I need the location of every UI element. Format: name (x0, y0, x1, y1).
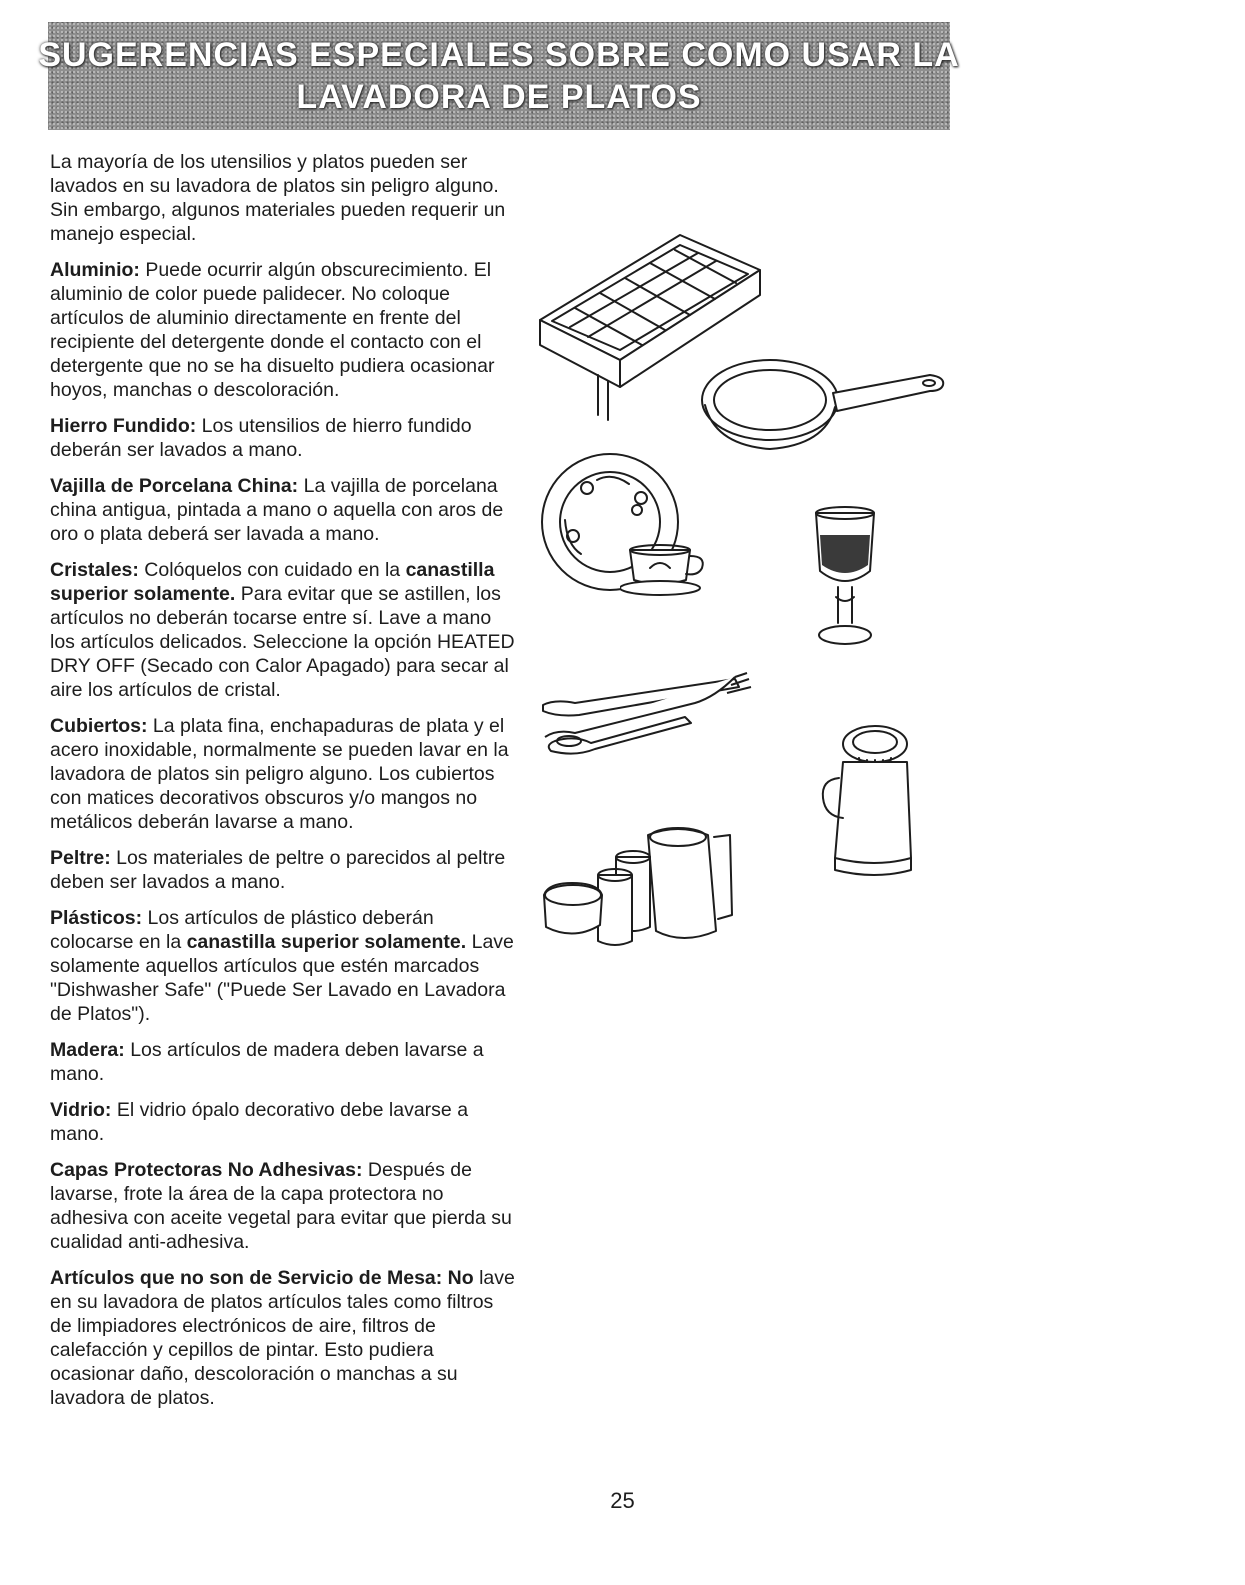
section-vidrio (50, 1098, 520, 1146)
section-capas-protectoras (50, 1158, 520, 1254)
section-text: Los artículos de madera deben lavarse a mano. (50, 1039, 484, 1085)
coffee-percolator-icon (815, 718, 915, 883)
section-plasticos (50, 906, 520, 1026)
plastic-containers-icon (538, 815, 743, 955)
text-column (50, 150, 520, 1422)
section-text: Los utensilios de hierro fundido deberán ser lavados a mano. (50, 415, 472, 461)
section-text: lave en su lavadora de platos artículos tales como filtros de limpiadores electrónicos de aire, filtros de calefacción y cepillos de pintar. Esto pudiera ocasionar daño, descoloración o manchas a su lavadora de platos. (50, 1267, 515, 1409)
section-text: El vidrio ópalo decorativo debe lavarse a mano. (50, 1099, 469, 1145)
section-text-continued: Para evitar que se astillen, los artículos no deberán tocarse entre sí. Lave a mano los artículos delicados. Seleccione la opción HEATED DRY OFF (Secado con Calor Apagado) para secar al aire los artículos de cristal. (50, 583, 515, 701)
section-text: Puede ocurrir algún obscurecimiento. El aluminio de color puede palidecer. No coloque artículos de aluminio directamente en frente del recipiente del detergente donde el contacto con el detergente que no se ha disuelto pudiera ocasionar hoyos, manchas o descoloración. (50, 259, 495, 401)
section-hierro-fundido (50, 414, 520, 462)
intro-paragraph: La mayoría de los utensilios y platos pueden ser lavados en su lavadora de platos sin peligro alguno. Sin embargo, algunos materiales pueden requerir un manejo especial. (50, 151, 506, 245)
section-term-emphasis: canastilla superior solamente. (186, 931, 467, 953)
section-cristales (50, 558, 520, 702)
section-term-emphasis: canastilla superior solamente. (50, 559, 495, 605)
header-line-1: SUGERENCIAS ESPECIALES SOBRE COMO USAR LA (38, 36, 960, 74)
section-term: Peltre: (50, 847, 111, 869)
section-term: Cristales: (50, 559, 139, 581)
section-text: Los materiales de peltre o parecidos al peltre deben ser lavados a mano. (50, 847, 506, 893)
section-aluminio (50, 258, 520, 402)
section-term: Vajilla de Porcelana China: (50, 475, 299, 497)
teacup-icon (620, 540, 715, 600)
section-text: Colóquelos con cuidado en la (138, 559, 406, 581)
section-term: Vidrio: (50, 1099, 112, 1121)
section-term: Aluminio: (50, 259, 140, 281)
page-number: 25 (610, 1488, 635, 1513)
section-peltre (50, 846, 520, 894)
page-header-banner (38, 22, 960, 130)
section-text-continued: Lave solamente aquellos artículos que estén marcados "Dishwasher Safe" ("Puede Ser Lavado en Lavadora de Platos"). (50, 931, 514, 1025)
section-text: La plata fina, enchapaduras de plata y el acero inoxidable, normalmente se pueden lavar en la lavadora de platos sin peligro alguno. Los cubiertos con matices decorativos obscuros y/o mangos no metálicos deberán lavarse a mano. (50, 715, 509, 833)
section-porcelana (50, 474, 520, 546)
section-term: Artículos que no son de Servicio de Mesa: No (50, 1267, 474, 1289)
section-cubiertos (50, 714, 520, 834)
skillet-icon (695, 345, 950, 470)
flatware-icon (535, 665, 760, 760)
section-text: Después de lavarse, frote la área de la capa protectora no adhesiva con aceite vegetal para evitar que pierda su cualidad anti-adhesiva. (50, 1159, 512, 1253)
section-text: La vajilla de porcelana china antigua, pintada a mano o aquella con aros de oro o plata deberá ser lavada a mano. (50, 475, 504, 545)
section-term: Capas Protectoras No Adhesivas: (50, 1159, 363, 1181)
header-line-2: LAVADORA DE PLATOS (296, 78, 702, 116)
section-term: Hierro Fundido: (50, 415, 197, 437)
section-no-servicio-mesa (50, 1266, 520, 1410)
section-term: Plásticos: (50, 907, 143, 929)
section-term: Cubiertos: (50, 715, 148, 737)
section-term: Madera: (50, 1039, 125, 1061)
section-madera (50, 1038, 520, 1086)
section-text: Los artículos de plástico deberán colocarse en la (50, 907, 434, 953)
crystal-goblet-icon (808, 505, 883, 655)
